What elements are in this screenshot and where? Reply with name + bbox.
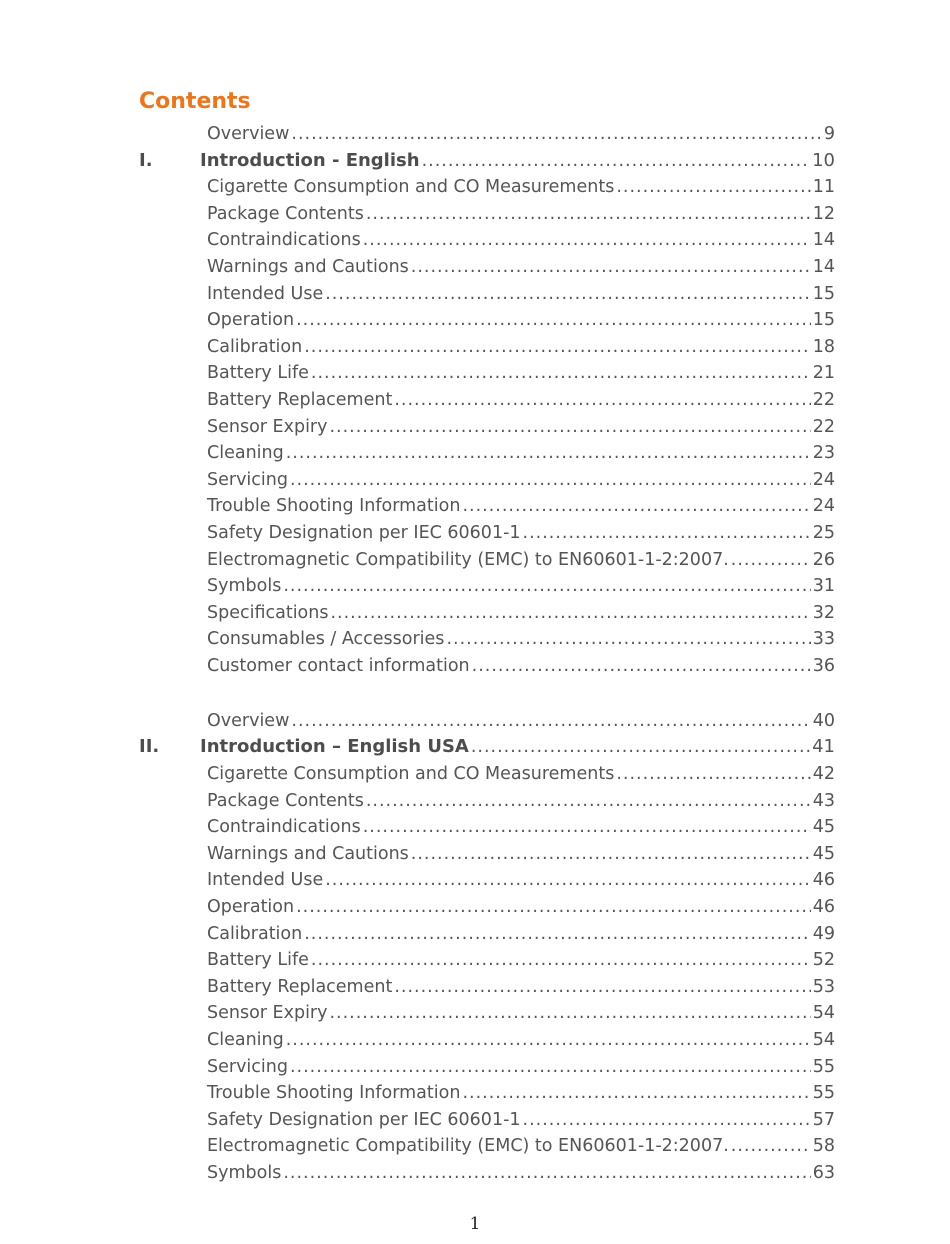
toc-entry — [139, 734, 835, 761]
dot-leader — [286, 1027, 811, 1054]
toc-row[interactable] — [139, 440, 835, 467]
toc-entry-page: 45 — [812, 817, 835, 838]
dot-leader — [296, 894, 811, 921]
toc-entry-page: 40 — [812, 710, 835, 731]
toc-entry-label: Trouble Shooting Information — [207, 1083, 461, 1104]
dot-leader — [366, 201, 811, 228]
toc-entry-page: 22 — [812, 389, 835, 410]
toc-row[interactable] — [139, 814, 835, 841]
toc-entry — [139, 600, 835, 627]
toc-entry — [139, 148, 835, 175]
toc-entry — [139, 174, 835, 201]
page-number: 1 — [469, 1214, 481, 1234]
toc-entry-label: Safety Designation per IEC 60601-1 — [207, 1109, 521, 1130]
dot-leader — [363, 814, 811, 841]
toc-row[interactable] — [139, 493, 835, 520]
toc-entry — [139, 307, 835, 334]
dot-leader — [394, 387, 810, 414]
dot-leader — [329, 414, 810, 441]
dot-leader — [411, 841, 811, 868]
dot-leader — [329, 1000, 810, 1027]
toc-row[interactable] — [139, 121, 835, 148]
toc-entry — [139, 227, 835, 254]
dot-leader — [616, 174, 810, 201]
toc-entry-page: 46 — [812, 897, 835, 918]
toc-entry-page: 46 — [812, 870, 835, 891]
toc-entry — [139, 1160, 835, 1187]
toc-row[interactable] — [139, 1160, 835, 1187]
toc-row[interactable] — [139, 334, 835, 361]
toc-row[interactable] — [139, 947, 835, 974]
toc-entry-page: 14 — [812, 230, 835, 251]
toc-entry-page: 9 — [823, 124, 835, 144]
toc-entry-page: 12 — [812, 203, 835, 224]
toc-row[interactable] — [139, 894, 835, 921]
toc-entry-label: Introduction – English USA — [200, 736, 469, 758]
dot-leader — [304, 334, 811, 361]
toc-entry-label: Customer contact information — [207, 655, 470, 676]
toc-entry — [139, 1054, 835, 1081]
toc-entry — [139, 467, 835, 494]
dot-leader — [411, 254, 811, 281]
toc-entry-page: 43 — [812, 790, 835, 811]
toc-entry — [139, 653, 835, 680]
dot-leader — [291, 708, 810, 735]
toc-entry-page: 54 — [812, 1003, 835, 1024]
toc-entry-label: Overview — [207, 710, 290, 731]
toc-row[interactable] — [139, 281, 835, 308]
toc-entry — [139, 387, 835, 414]
toc-entry — [139, 1080, 835, 1107]
toc-row[interactable] — [139, 227, 835, 254]
toc-entry-page: 25 — [812, 522, 835, 543]
toc-entry-page: 54 — [812, 1029, 835, 1050]
toc-chapter-row[interactable] — [139, 734, 835, 761]
toc-entry-label: Consumables / Accessories — [207, 629, 445, 650]
dot-leader — [422, 148, 811, 175]
toc-entry-page: 52 — [812, 950, 835, 971]
toc-entry-label: Operation — [207, 897, 295, 918]
toc-row[interactable] — [139, 600, 835, 627]
toc-entry — [139, 814, 835, 841]
dot-leader — [311, 947, 811, 974]
toc-entry — [139, 547, 835, 574]
toc-entry — [139, 121, 835, 148]
toc-entry — [139, 1107, 835, 1134]
page-title: Contents — [139, 89, 251, 114]
dot-leader — [472, 653, 811, 680]
toc-entry-page: 45 — [812, 843, 835, 864]
toc-entry-label: Electromagnetic Compatibility (EMC) to EN60601-1-2:2007. — [207, 1136, 729, 1157]
toc-row[interactable] — [139, 921, 835, 948]
toc-entry-page: 55 — [812, 1056, 835, 1077]
toc-entry-label: Introduction - English — [200, 149, 420, 171]
dot-leader — [290, 1054, 811, 1081]
toc-entry — [139, 334, 835, 361]
toc-entry-page: 53 — [812, 976, 835, 997]
toc-row[interactable] — [139, 387, 835, 414]
toc-entry-label: Battery Replacement — [207, 389, 393, 410]
dot-leader — [462, 493, 810, 520]
toc-entry-page: 41 — [812, 736, 835, 758]
dot-leader — [330, 600, 810, 627]
toc-row[interactable] — [139, 841, 835, 868]
toc-entry-label: Battery Life — [207, 363, 309, 384]
toc-row[interactable] — [139, 573, 835, 600]
toc-entry-page: 26 — [812, 549, 835, 570]
toc-entry-label: Trouble Shooting Information — [207, 496, 461, 517]
dot-leader — [616, 761, 810, 788]
toc-entry-page: 15 — [812, 283, 835, 304]
dot-leader — [446, 626, 810, 653]
toc-entry-page: 18 — [812, 336, 835, 357]
toc-entry — [139, 921, 835, 948]
toc-entry-label: Package Contents — [207, 790, 364, 811]
toc-entry-page: 15 — [812, 310, 835, 331]
toc-chapter-row[interactable] — [139, 148, 835, 175]
dot-leader — [471, 734, 810, 761]
toc-entry-label: Intended Use — [207, 870, 324, 891]
toc-entry-label: Sensor Expiry — [207, 416, 328, 437]
table-of-contents — [139, 121, 835, 1187]
toc-row[interactable] — [139, 520, 835, 547]
toc-row[interactable] — [139, 467, 835, 494]
toc-entry — [139, 841, 835, 868]
toc-row[interactable] — [139, 974, 835, 1001]
dot-leader — [325, 281, 811, 308]
toc-entry — [139, 254, 835, 281]
toc-entry-page: 11 — [812, 177, 835, 198]
toc-entry — [139, 1133, 835, 1160]
toc-entry-label: Electromagnetic Compatibility (EMC) to EN60601-1-2:2007. — [207, 549, 729, 570]
dot-leader — [290, 467, 811, 494]
toc-entry-label: Calibration — [207, 923, 303, 944]
toc-entry-label: Sensor Expiry — [207, 1003, 328, 1024]
toc-entry — [139, 761, 835, 788]
toc-entry — [139, 867, 835, 894]
toc-row[interactable] — [139, 201, 835, 228]
dot-leader — [366, 788, 811, 815]
toc-row[interactable] — [139, 307, 835, 334]
toc-row[interactable] — [139, 254, 835, 281]
toc-entry-page: 42 — [812, 764, 835, 785]
toc-entry-page: 55 — [812, 1083, 835, 1104]
toc-entry — [139, 1000, 835, 1027]
dot-leader — [462, 1080, 810, 1107]
toc-entry — [139, 974, 835, 1001]
toc-entry-page: 49 — [812, 923, 835, 944]
toc-entry — [139, 1027, 835, 1054]
toc-entry — [139, 520, 835, 547]
toc-row[interactable] — [139, 1080, 835, 1107]
toc-entry-label: Battery Life — [207, 950, 309, 971]
toc-entry — [139, 573, 835, 600]
toc-entry-label: Cleaning — [207, 1029, 284, 1050]
toc-row[interactable] — [139, 1027, 835, 1054]
toc-entry-page: 31 — [812, 576, 835, 597]
toc-entry-page: 14 — [812, 256, 835, 277]
toc-entry-page: 36 — [812, 655, 835, 676]
toc-entry-label: Intended Use — [207, 283, 324, 304]
toc-entry-label: Cigarette Consumption and CO Measurements — [207, 764, 615, 785]
toc-entry — [139, 947, 835, 974]
toc-entry-label: Specifications — [207, 602, 329, 623]
toc-entry-label: Symbols — [207, 1162, 282, 1183]
toc-entry-label: Overview — [207, 124, 290, 144]
toc-entry-label: Operation — [207, 310, 295, 331]
toc-entry-label: Warnings and Cautions — [207, 843, 409, 864]
toc-row[interactable] — [139, 174, 835, 201]
toc-entry — [139, 440, 835, 467]
toc-entry-label: Contraindications — [207, 230, 361, 251]
dot-leader — [283, 1160, 810, 1187]
toc-entry-label: Contraindications — [207, 817, 361, 838]
toc-row[interactable] — [139, 867, 835, 894]
toc-entry-page: 21 — [812, 363, 835, 384]
toc-entry — [139, 201, 835, 228]
dot-leader — [304, 921, 811, 948]
dot-leader — [325, 867, 811, 894]
dot-leader — [523, 1107, 811, 1134]
toc-entry — [139, 414, 835, 441]
toc-row[interactable] — [139, 708, 835, 735]
toc-entry-label: Cigarette Consumption and CO Measurements — [207, 177, 615, 198]
toc-entry-label: Servicing — [207, 1056, 288, 1077]
toc-entry-label: Servicing — [207, 469, 288, 490]
toc-entry-page: 23 — [812, 443, 835, 464]
dot-leader — [283, 573, 810, 600]
dot-leader — [311, 360, 811, 387]
toc-row[interactable] — [139, 547, 835, 574]
dot-leader — [731, 547, 811, 574]
dot-leader — [523, 520, 811, 547]
toc-entry — [139, 894, 835, 921]
toc-entry-label: Warnings and Cautions — [207, 256, 409, 277]
chapter-number: II. — [139, 736, 160, 758]
toc-entry-label: Calibration — [207, 336, 303, 357]
toc-entry-page: 24 — [812, 496, 835, 517]
toc-entry-label: Battery Replacement — [207, 976, 393, 997]
toc-row[interactable] — [139, 653, 835, 680]
toc-row[interactable] — [139, 1000, 835, 1027]
toc-row[interactable] — [139, 1107, 835, 1134]
toc-entry — [139, 708, 835, 735]
dot-leader — [731, 1133, 811, 1160]
dot-leader — [291, 121, 821, 148]
toc-entry — [139, 788, 835, 815]
toc-entry-page: 58 — [812, 1136, 835, 1157]
toc-row[interactable] — [139, 1054, 835, 1081]
toc-entry-label: Safety Designation per IEC 60601-1 — [207, 522, 521, 543]
dot-leader — [394, 974, 810, 1001]
toc-row[interactable] — [139, 788, 835, 815]
toc-row[interactable] — [139, 626, 835, 653]
toc-entry — [139, 493, 835, 520]
toc-row[interactable] — [139, 761, 835, 788]
toc-entry-page: 57 — [812, 1109, 835, 1130]
chapter-number: I. — [139, 149, 153, 171]
toc-entry-page: 10 — [812, 149, 835, 171]
toc-entry-page: 32 — [812, 602, 835, 623]
toc-entry-page: 24 — [812, 469, 835, 490]
dot-leader — [363, 227, 811, 254]
toc-entry — [139, 281, 835, 308]
toc-row[interactable] — [139, 414, 835, 441]
toc-entry-label: Cleaning — [207, 443, 284, 464]
toc-entry — [139, 360, 835, 387]
toc-entry-page: 63 — [812, 1162, 835, 1183]
toc-entry-label: Symbols — [207, 576, 282, 597]
toc-entry — [139, 626, 835, 653]
toc-entry-label: Package Contents — [207, 203, 364, 224]
toc-entry-page: 22 — [812, 416, 835, 437]
toc-entry-page: 33 — [812, 629, 835, 650]
toc-row[interactable] — [139, 360, 835, 387]
dot-leader — [286, 440, 811, 467]
toc-row[interactable] — [139, 1133, 835, 1160]
dot-leader — [296, 307, 811, 334]
